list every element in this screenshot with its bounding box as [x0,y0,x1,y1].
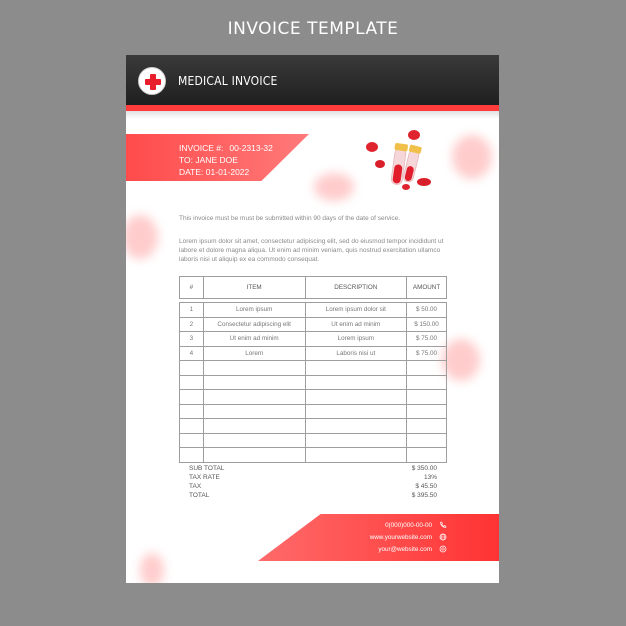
submission-notice: This invoice must be must be submitted within 90 days of the date of service. [179,215,401,222]
medical-cross-icon [138,67,166,95]
tax-rate-value: 13% [423,474,437,481]
phone-number: 0(000)000-00-00 [385,522,432,529]
description-paragraph: Lorem ipsum dolor sit amet, consectetur adipiscing elit, sed do eiusmod tempor incididunt ut labore et dolore magna aliqua. Ut enim ad minim veniam, quis nostrud exercitation ullamco laboris nisi ut aliquip ex ea commodo consequat. [179,238,444,263]
table-row-empty [180,419,447,434]
total-row [189,491,437,500]
row-number: 2 [180,317,204,332]
table-row-empty [180,375,447,390]
page-title: INVOICE TEMPLATE [227,19,399,39]
table-row [180,346,447,361]
invoice-items-table [179,276,447,463]
row-description: Lorem ipsum [305,332,407,347]
recipient-label: TO: [179,155,194,165]
subtotal-value: $ 350.00 [411,465,437,472]
row-amount: $ 75.00 [407,332,447,347]
total-value: $ 395.50 [411,492,437,499]
recipient-line [179,155,238,165]
tax-rate-row [189,473,437,482]
tax-value: $ 45.50 [415,483,437,490]
totals-block [189,464,437,500]
row-item: Consectetur adipiscing elit [203,317,305,332]
invoice-number-label: INVOICE #: [179,143,224,153]
date-label: DATE: [179,167,204,177]
row-item: Ut enim ad minim [203,332,305,347]
table-header-row [180,277,447,299]
decor-blob [126,215,158,259]
row-description: Lorem ipsum dolor sit [305,303,407,318]
subtotal-label: SUB TOTAL [189,465,225,472]
invoice-title: MEDICAL INVOICE [178,74,278,88]
row-item: Lorem ipsum [203,303,305,318]
decor-blob [442,339,480,381]
table-row [180,303,447,318]
decor-blob [452,135,492,179]
row-number: 4 [180,346,204,361]
row-amount: $ 50.00 [407,303,447,318]
row-amount: $ 150.00 [407,317,447,332]
phone-icon [439,521,447,529]
globe-icon [439,533,447,541]
tax-rate-label: TAX RATE [189,474,220,481]
subtotal-row [189,464,437,473]
table-row-empty [180,448,447,463]
column-header-amount: AMOUNT [407,277,447,299]
email-link[interactable]: your@website.com [378,546,432,553]
table-row-empty [180,361,447,376]
recipient-name: JANE DOE [195,155,238,165]
date-line [179,167,249,177]
column-header-number: # [180,277,204,299]
invoice-number-line [179,143,273,153]
row-description: Laboris nisi ut [305,346,407,361]
column-header-item: ITEM [203,277,305,299]
row-item: Lorem [203,346,305,361]
table-row-empty [180,390,447,405]
total-label: TOTAL [189,492,210,499]
tax-label: TAX [189,483,202,490]
decor-blob [140,553,164,583]
at-sign-icon [439,545,447,553]
table-row [180,332,447,347]
table-row-empty [180,404,447,419]
row-amount: $ 75.00 [407,346,447,361]
row-number: 1 [180,303,204,318]
row-number: 3 [180,332,204,347]
website-link[interactable]: www.yourwebsite.com [369,534,432,541]
invoice-number: 00-2313-32 [229,143,273,153]
tax-row [189,482,437,491]
decor-blob [314,173,354,201]
blood-test-tubes-icon [362,127,442,197]
row-description: Ut enim ad minim [305,317,407,332]
table-row [180,317,447,332]
table-row-empty [180,433,447,448]
header-shadow [126,111,499,119]
column-header-description: DESCRIPTION [305,277,407,299]
invoice-document [126,55,499,583]
invoice-date: 01-01-2022 [205,167,250,177]
